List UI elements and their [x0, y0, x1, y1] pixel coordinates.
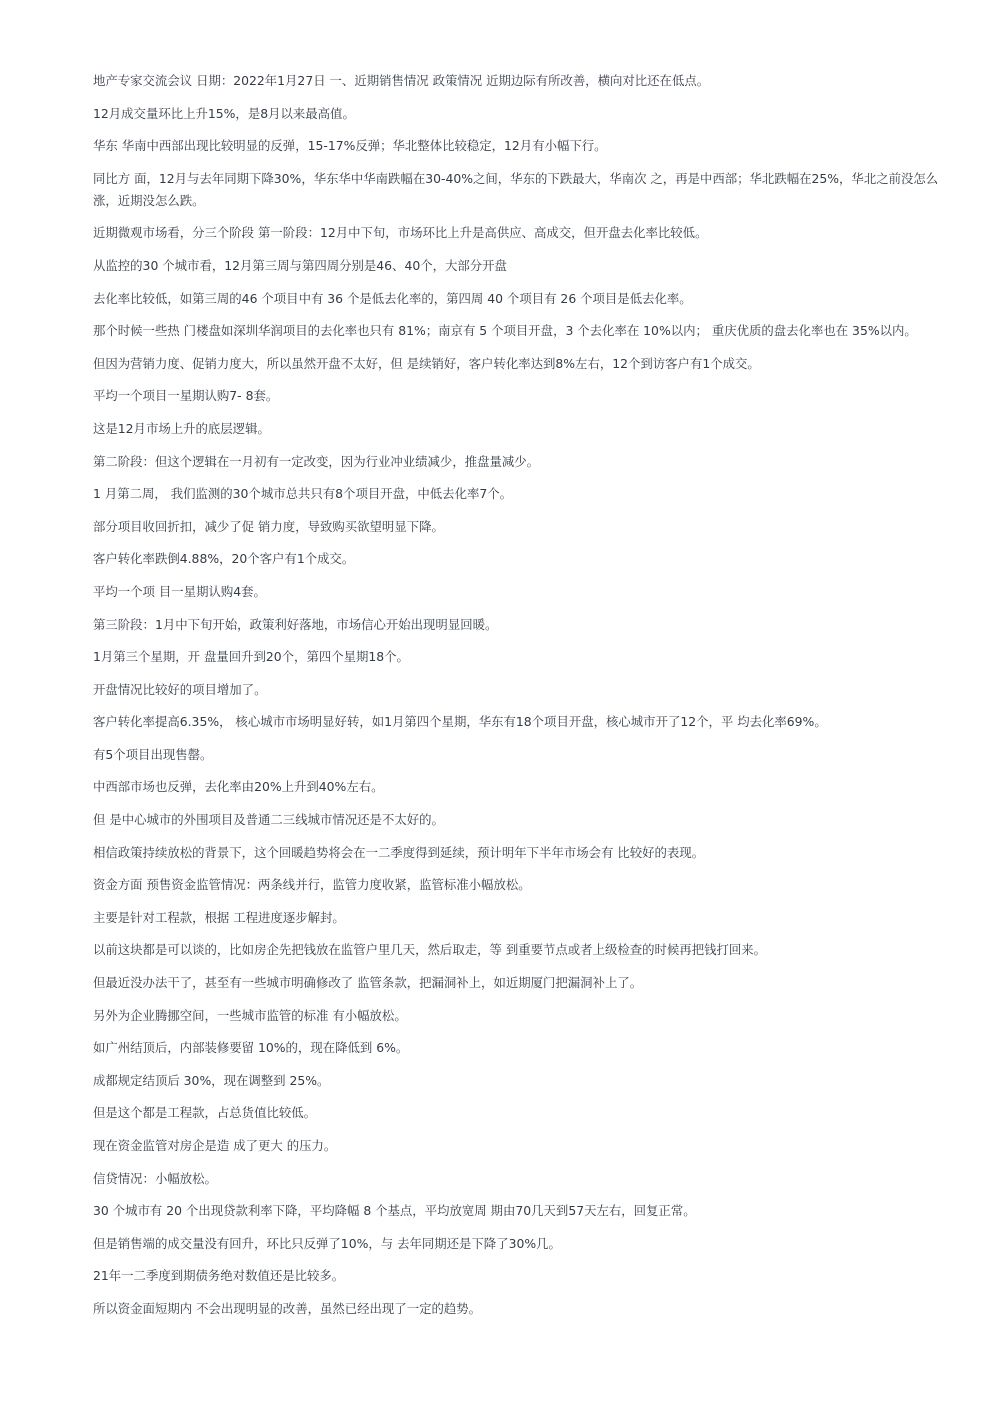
paragraph: 华东 华南中西部出现比较明显的反弹，15-17%反弹；华北整体比较稳定，12月有小幅下行。 [93, 138, 607, 154]
paragraph: 中西部市场也反弹，去化率由20%上升到40%左右。 [93, 779, 384, 795]
paragraph: 21年一二季度到期债务绝对数值还是比较多。 [93, 1268, 345, 1284]
paragraph: 1 月第二周， 我们监测的30个城市总共只有8个项目开盘，中低去化率7个。 [93, 486, 513, 502]
paragraph: 以前这块都是可以谈的，比如房企先把钱放在监管户里几天，然后取走，等 到重要节点或者上级检查的时候再把钱打回来。 [93, 942, 767, 958]
paragraph: 资金方面 预售资金监管情况：两条线并行，监管力度收紧，监管标准小幅放松。 [93, 877, 531, 893]
paragraph: 1月第三个星期，开 盘量回升到20个，第四个星期18个。 [93, 649, 409, 665]
paragraph: 30 个城市有 20 个出现贷款利率下降，平均降幅 8 个基点，平均放宽周 期由70几天到57天左右，回复正常。 [93, 1203, 696, 1219]
paragraph: 如广州结顶后，内部装修要留 10%的，现在降低到 6%。 [93, 1040, 409, 1056]
paragraph: 信贷情况：小幅放松。 [93, 1170, 217, 1186]
paragraph: 有5个项目出现售罄。 [93, 746, 213, 762]
paragraph: 第二阶段：但这个逻辑在一月初有一定改变，因为行业冲业绩减少，推盘量减少。 [93, 453, 540, 469]
paragraph: 客户转化率提高6.35%， 核心城市市场明显好转，如1月第四个星期，华东有18个项目开盘，核心城市开了12个，平 均去化率69%。 [93, 714, 827, 730]
paragraph: 但 是中心城市的外围项目及普通二三线城市情况还是不太好的。 [93, 812, 444, 828]
paragraph: 那个时候一些热 门楼盘如深圳华润项目的去化率也只有 81%；南京有 5 个项目开盘，3 个去化率在 10%以内； 重庆优质的盘去化率也在 35%以内。 [93, 323, 917, 339]
paragraph: 现在资金监管对房企是造 成了更大 的压力。 [93, 1138, 337, 1153]
paragraph: 相信政策持续放松的背景下，这个回暖趋势将会在一二季度得到延续，预计明年下半年市场会有 比较好的表现。 [93, 844, 705, 860]
paragraph: 第三阶段：1月中下旬开始，政策利好落地，市场信心开始出现明显回暖。 [93, 616, 498, 632]
paragraph: 开盘情况比较好的项目增加了。 [93, 681, 267, 697]
paragraph: 但是这个都是工程款，占总货值比较低。 [93, 1105, 317, 1121]
paragraph: 从监控的30 个城市看，12月第三周与第四周分别是46、40个，大部分开盘 [93, 257, 507, 273]
paragraph: 平均一个项目一星期认购7- 8套。 [93, 388, 279, 404]
paragraph: 但是销售端的成交量没有回升，环比只反弹了10%，与 去年同期还是下降了30%几。 [93, 1235, 561, 1251]
paragraph: 另外为企业腾挪空间，一些城市监管的标准 有小幅放松。 [93, 1007, 407, 1023]
paragraph: 同比方 面，12月与去年同期下降30%，华东华中华南跌幅在30-40%之间，华东的下跌最大，华南次 之，再是中西部；华北跌幅在25%，华北之前没怎么涨，近期没怎么跌。 [93, 170, 939, 208]
paragraph: 去化率比较低，如第三周的46 个项目中有 36 个是低去化率的，第四周 40 个项目有 26 个项目是低去化率。 [93, 290, 692, 306]
paragraph: 客户转化率跌倒4.88%，20个客户有1个成交。 [93, 551, 355, 567]
paragraph: 12月成交量环比上升15%，是8月以来最高值。 [93, 105, 355, 121]
paragraph: 近期微观市场看，分三个阶段 第一阶段：12月中下旬，市场环比上升是高供应、高成交，但开盘去化率比较低。 [93, 225, 708, 241]
paragraph: 这是12月市场上升的底层逻辑。 [93, 420, 270, 436]
paragraph: 平均一个项 目一星期认购4套。 [93, 583, 266, 599]
paragraph: 但因为营销力度、促销力度大，所以虽然开盘不太好，但 是续销好，客户转化率达到8%左右，12个到访客户有1个成交。 [93, 355, 760, 371]
paragraph: 主要是针对工程款，根据 工程进度逐步解封。 [93, 909, 345, 925]
document-body [93, 70, 945, 1331]
paragraph: 所以资金面短期内 不会出现明显的改善，虽然已经出现了一定的趋势。 [93, 1300, 482, 1316]
paragraph: 成都规定结顶后 30%，现在调整到 25%。 [93, 1072, 330, 1088]
paragraph: 地产专家交流会议 日期：2022年1月27日 一、近期销售情况 政策情况 近期边际有所改善，横向对比还在低点。 [93, 73, 710, 88]
paragraph: 部分项目收回折扣，减少了促 销力度，导致购买欲望明显下降。 [93, 518, 444, 534]
paragraph: 但最近没办法干了，甚至有一些城市明确修改了 监管条款，把漏洞补上，如近期厦门把漏洞补上了。 [93, 975, 643, 991]
